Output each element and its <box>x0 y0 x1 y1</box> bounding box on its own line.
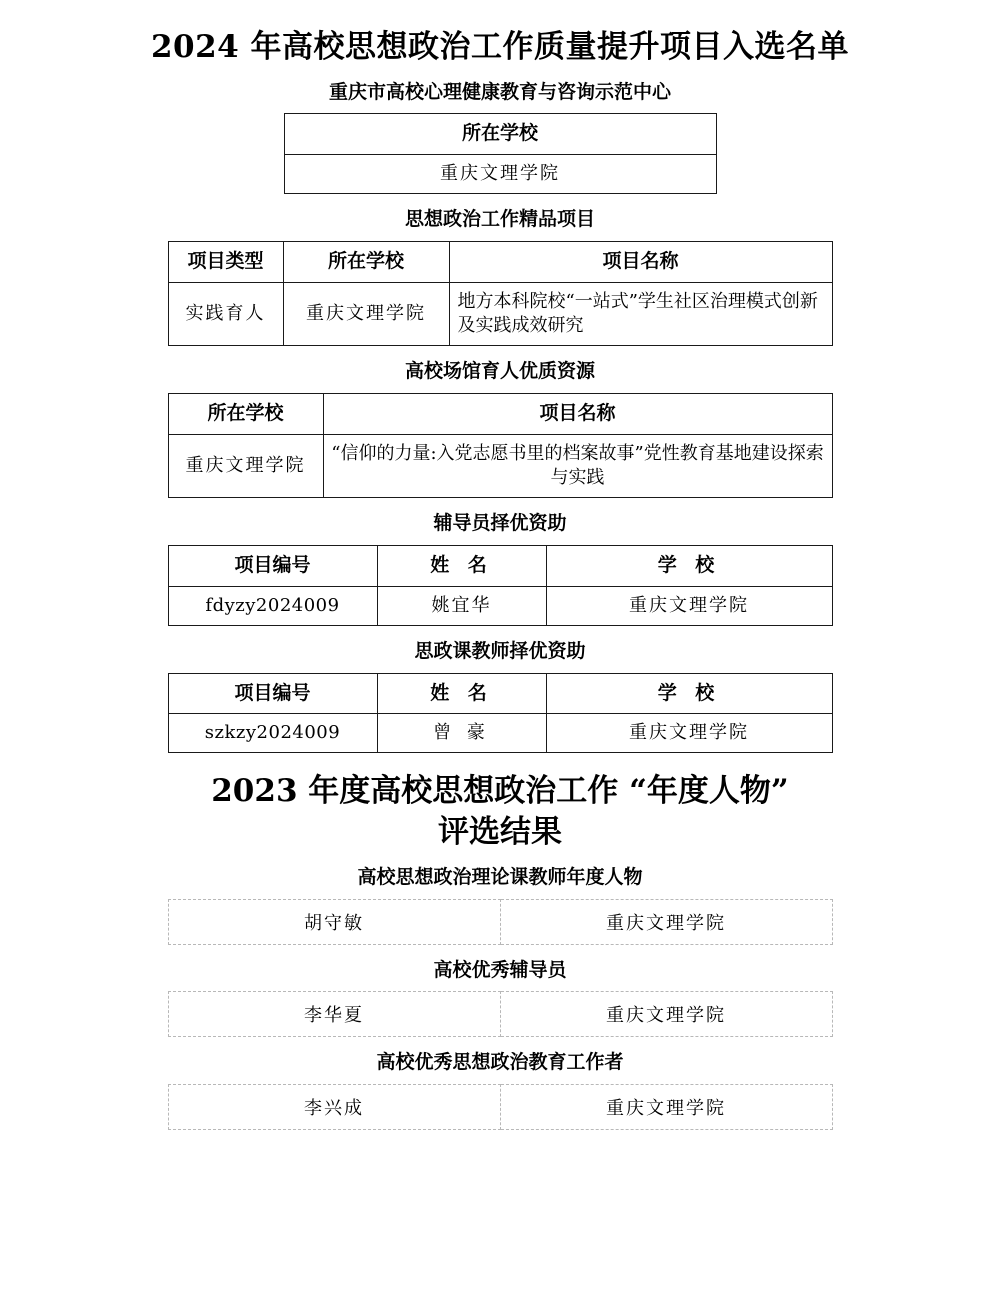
table-header-row <box>168 673 832 714</box>
table-psych-center <box>284 113 717 194</box>
column-header-project-id: 项目编号 <box>168 545 377 586</box>
section-heading-excellent-educator: 高校优秀思想政治教育工作者 <box>376 1052 624 1074</box>
table-row <box>168 434 832 498</box>
section-heading-teacher-funding: 思政课教师择优资助 <box>414 640 586 662</box>
section-heading-theory-teacher-person: 高校思想政治理论课教师年度人物 <box>357 867 643 889</box>
column-header-project-id: 项目编号 <box>168 673 377 714</box>
column-header-project-name: 项目名称 <box>449 242 832 283</box>
column-header-school: 所在学校 <box>168 393 323 434</box>
cell-project-id: fdyzy2024009 <box>168 586 377 625</box>
table-header-row <box>168 242 832 283</box>
table-row <box>168 714 832 753</box>
column-header-project-name: 项目名称 <box>323 393 832 434</box>
cell-name: 曾 豪 <box>377 714 546 753</box>
table-teacher-funding <box>168 673 833 754</box>
table-theory-teacher-person <box>168 899 833 945</box>
section-heading-counselor-funding: 辅导员择优资助 <box>433 513 567 535</box>
cell-project-id: szkzy2024009 <box>168 714 377 753</box>
section-heading-quality-project: 思想政治工作精品项目 <box>404 209 595 231</box>
cell-school: 重庆文理学院 <box>500 1085 832 1130</box>
cell-school: 重庆文理学院 <box>546 714 832 753</box>
page-title: 2024 年高校思想政治工作质量提升项目入选名单 <box>150 29 850 65</box>
cell-name: 李兴成 <box>168 1085 500 1130</box>
column-header-school: 学 校 <box>546 673 832 714</box>
column-header-school: 学 校 <box>546 545 832 586</box>
table-counselor-funding <box>168 545 833 626</box>
cell-school: 重庆文理学院 <box>283 282 449 346</box>
table-row <box>168 1085 832 1130</box>
table-row <box>168 899 832 944</box>
cell-school: 重庆文理学院 <box>168 434 323 498</box>
section-heading-psych-center: 重庆市高校心理健康教育与咨询示范中心 <box>328 81 671 103</box>
cell-name: 姚宜华 <box>377 586 546 625</box>
table-row <box>168 282 832 346</box>
table-header-row <box>168 545 832 586</box>
table-row <box>168 586 832 625</box>
column-header-school: 所在学校 <box>283 242 449 283</box>
cell-name: 胡守敏 <box>168 899 500 944</box>
column-header-project-type: 项目类型 <box>168 242 283 283</box>
table-header-row <box>168 393 832 434</box>
column-header-name: 姓 名 <box>377 673 546 714</box>
cell-project-name: “信仰的力量:入党志愿书里的档案故事”党性教育基地建设探索与实践 <box>323 434 832 498</box>
page-title-secondary-line1: 2023 年度高校思想政治工作 “年度人物” <box>211 773 789 810</box>
page-title-secondary-line2: 评选结果 <box>438 813 562 850</box>
cell-school: 重庆文理学院 <box>500 992 832 1037</box>
cell-school: 重庆文理学院 <box>546 586 832 625</box>
column-header-school: 所在学校 <box>284 114 716 155</box>
page-title-secondary <box>60 771 940 852</box>
cell-project-name: 地方本科院校“一站式”学生社区治理模式创新及实践成效研究 <box>449 282 832 346</box>
cell-school: 重庆文理学院 <box>284 155 716 194</box>
cell-name: 李华夏 <box>168 992 500 1037</box>
table-header-row <box>284 114 716 155</box>
cell-project-type: 实践育人 <box>168 282 283 346</box>
table-quality-project <box>168 241 833 346</box>
section-heading-venue-resource: 高校场馆育人优质资源 <box>404 361 595 383</box>
section-heading-excellent-counselor: 高校优秀辅导员 <box>433 959 567 981</box>
table-excellent-counselor <box>168 991 833 1037</box>
table-venue-resource <box>168 393 833 498</box>
column-header-name: 姓 名 <box>377 545 546 586</box>
table-row <box>284 155 716 194</box>
table-row <box>168 992 832 1037</box>
cell-school: 重庆文理学院 <box>500 899 832 944</box>
table-excellent-educator <box>168 1084 833 1130</box>
